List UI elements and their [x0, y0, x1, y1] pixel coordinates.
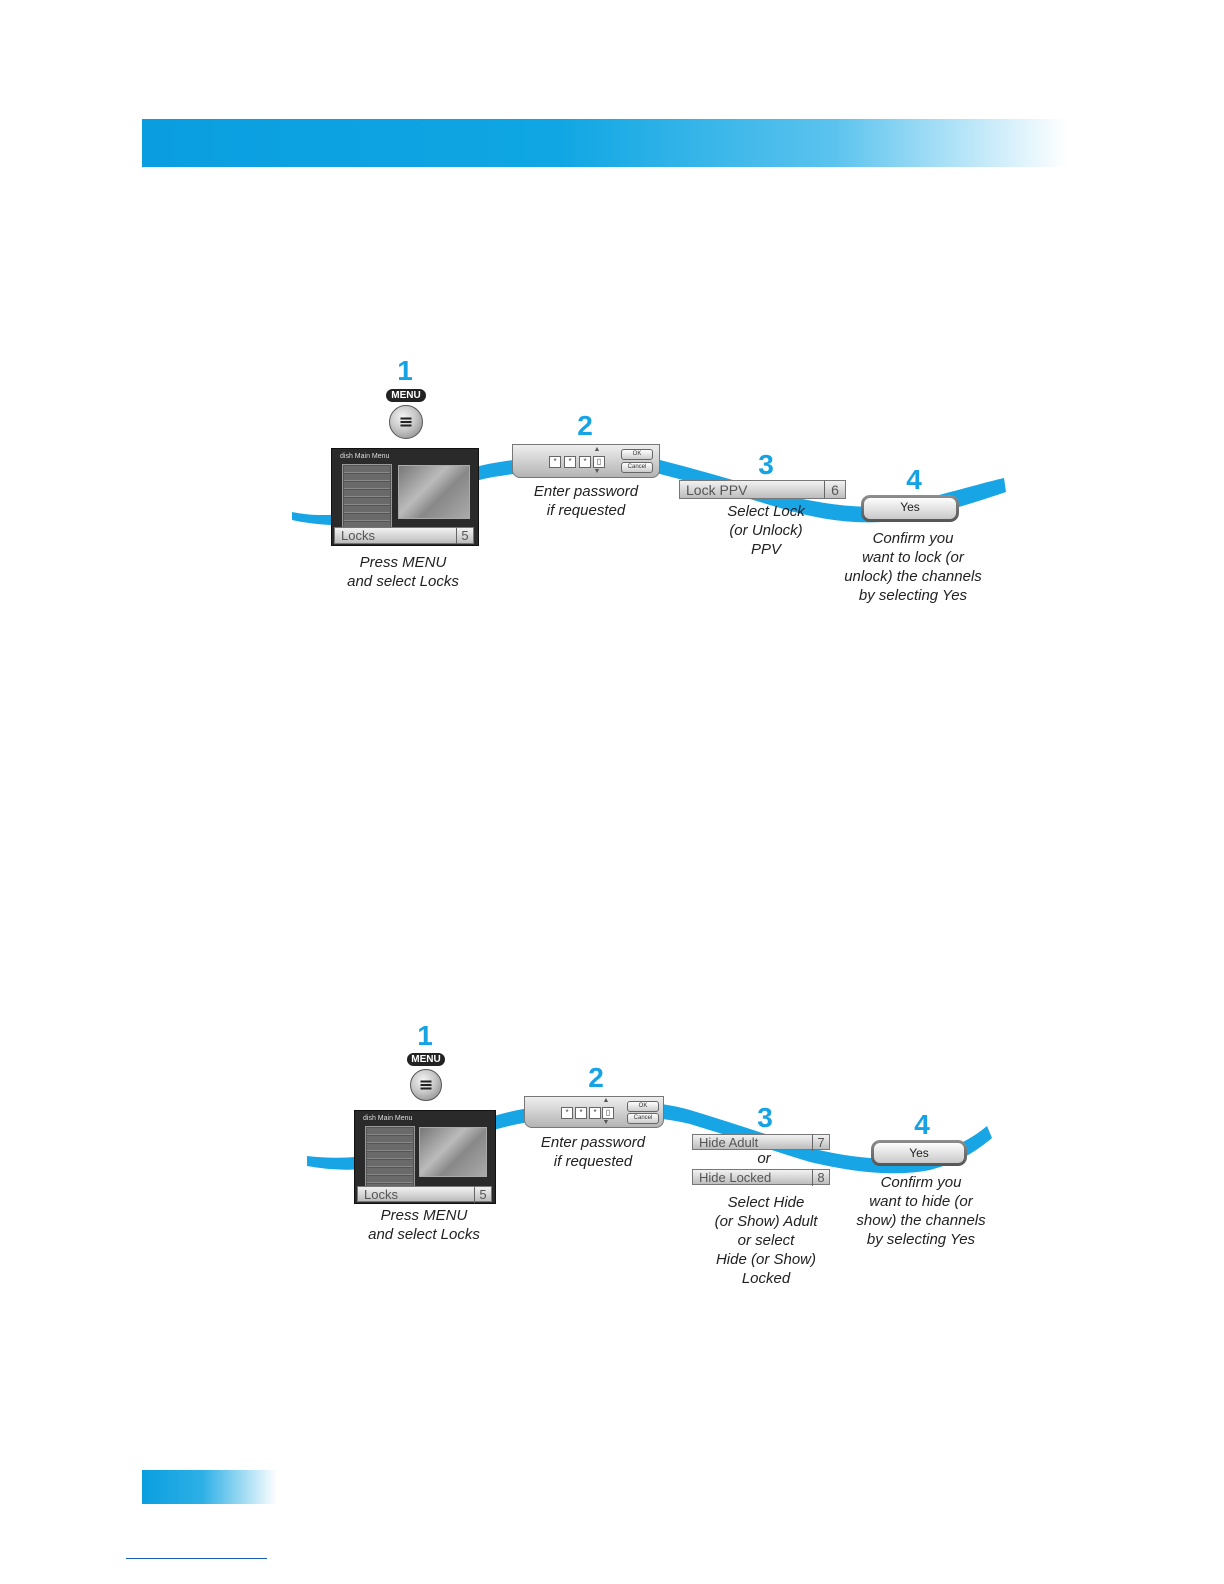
step-number: 4 — [906, 464, 922, 495]
down-arrow-icon[interactable]: ▼ — [593, 468, 601, 475]
step-number: 1 — [417, 1020, 433, 1051]
menu-lines-icon — [421, 1081, 432, 1090]
lock-ppv-menu-item[interactable] — [679, 480, 846, 499]
menu-label: MENU — [407, 1053, 445, 1066]
tv-menu-title: dish Main Menu — [363, 1115, 413, 1122]
step-number: 4 — [914, 1109, 930, 1140]
password-digit[interactable]: ▯ — [602, 1107, 614, 1119]
menu-label: MENU — [386, 389, 426, 402]
bar-number: 5 — [456, 528, 473, 544]
yes-button-label: Yes — [874, 1143, 964, 1163]
password-digit[interactable]: * — [589, 1107, 601, 1119]
step-caption: Press MENU and select Locks — [368, 1207, 480, 1243]
step-number: 3 — [757, 1102, 773, 1133]
ok-button[interactable]: OK — [627, 1101, 659, 1112]
menu-button[interactable] — [389, 405, 423, 439]
yes-button-label: Yes — [864, 498, 956, 519]
locks-menu-item[interactable] — [334, 527, 474, 544]
password-dialog — [524, 1096, 664, 1128]
or-label: or — [757, 1150, 771, 1167]
up-arrow-icon[interactable]: ▲ — [593, 446, 601, 453]
cancel-button[interactable]: Cancel — [621, 462, 653, 473]
hide-adult-menu-item[interactable] — [692, 1134, 830, 1150]
down-arrow-icon[interactable]: ▼ — [602, 1119, 610, 1126]
bar-label: Locks — [364, 1187, 398, 1202]
password-digit[interactable]: * — [575, 1107, 587, 1119]
password-digit[interactable]: * — [561, 1107, 573, 1119]
password-digit[interactable]: * — [579, 456, 591, 468]
bar-label: Hide Adult — [699, 1135, 759, 1150]
step-caption: Select Lock (or Unlock) PPV — [727, 503, 805, 558]
hide-locked-menu-item[interactable] — [692, 1169, 830, 1185]
yes-button[interactable] — [861, 495, 959, 522]
bar-number: 6 — [824, 481, 845, 499]
step-caption: Select Hide (or Show) Adult or select Hide (or Show) Locked — [714, 1194, 818, 1287]
step-caption: Confirm you want to lock (or unlock) the channels by selecting Yes — [844, 530, 982, 604]
bar-number: 8 — [812, 1170, 829, 1186]
step-number: 2 — [577, 410, 593, 441]
yes-button[interactable] — [871, 1140, 967, 1166]
up-arrow-icon[interactable]: ▲ — [602, 1097, 610, 1104]
tv-menu-title: dish Main Menu — [340, 453, 390, 460]
bar-label: Hide Locked — [699, 1170, 772, 1185]
tv-picture — [419, 1127, 487, 1177]
password-digit[interactable]: ▯ — [593, 456, 605, 468]
password-dialog — [512, 444, 660, 478]
bar-label: Locks — [341, 528, 375, 543]
menu-lines-icon — [401, 418, 412, 427]
menu-button[interactable] — [410, 1069, 442, 1101]
step-number: 3 — [758, 449, 774, 480]
step-number: 1 — [397, 355, 413, 386]
step-caption: Enter password if requested — [533, 483, 639, 519]
step-caption: Press MENU and select Locks — [347, 554, 459, 590]
step-caption: Confirm you want to hide (or show) the channels by selecting Yes — [856, 1174, 986, 1248]
locks-menu-item[interactable] — [357, 1186, 492, 1202]
tv-picture — [398, 465, 470, 519]
password-digit[interactable]: * — [564, 456, 576, 468]
ok-button[interactable]: OK — [621, 449, 653, 460]
bar-number: 5 — [474, 1187, 491, 1203]
bar-number: 7 — [812, 1135, 829, 1151]
password-digit[interactable]: * — [549, 456, 561, 468]
cancel-button[interactable]: Cancel — [627, 1113, 659, 1124]
bar-label: Lock PPV — [686, 482, 748, 498]
step-number: 2 — [588, 1062, 604, 1093]
step-caption: Enter password if requested — [540, 1134, 646, 1170]
